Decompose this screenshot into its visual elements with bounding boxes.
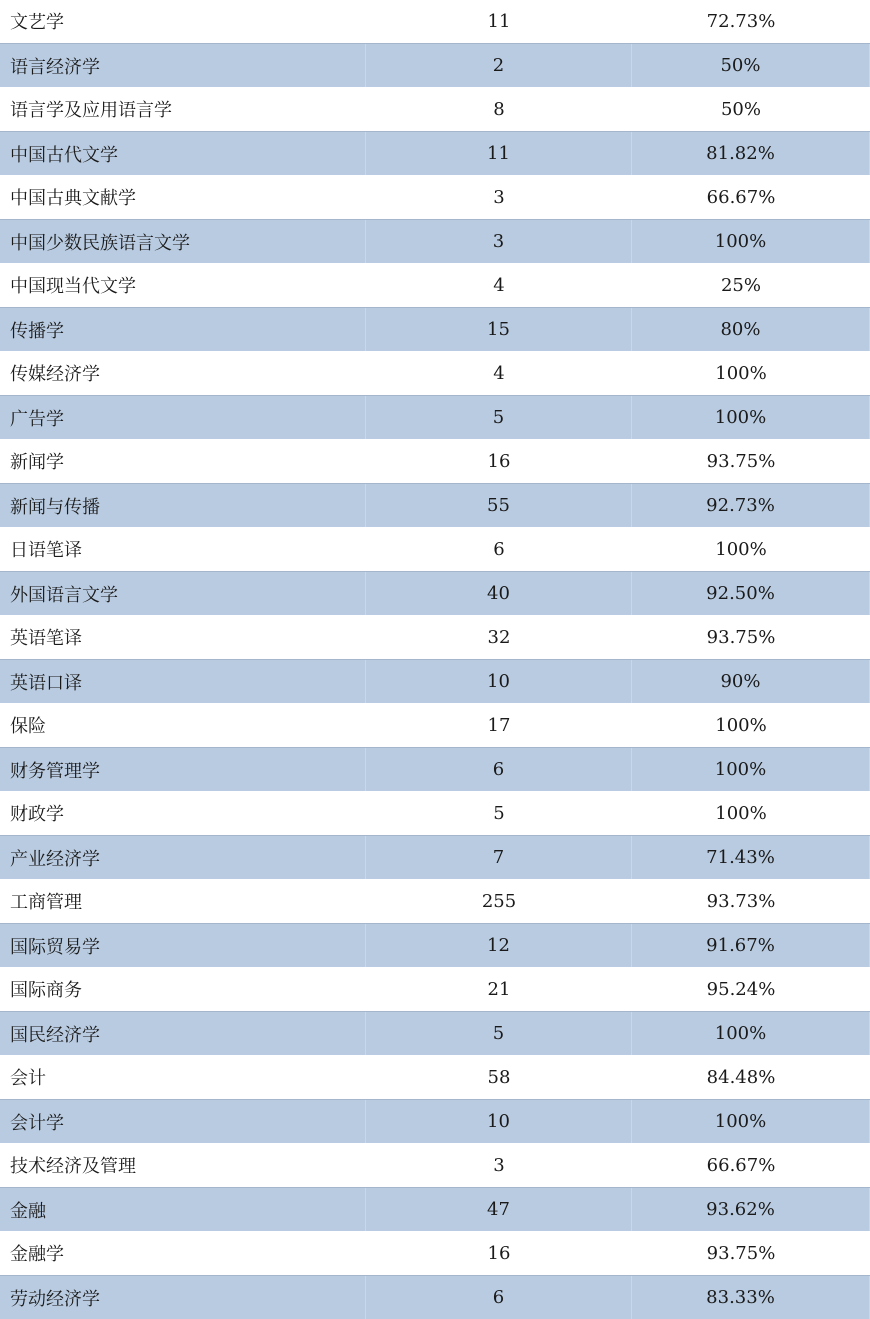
table-row (0, 835, 870, 879)
major-cell: 语言学及应用语言学 (10, 100, 172, 121)
table-row (0, 615, 870, 659)
table-row (0, 351, 870, 395)
rate-cell: 91.67% (632, 924, 870, 967)
table-row (0, 307, 870, 351)
major-cell: 财务管理学 (0, 748, 366, 791)
count-cell: 5 (493, 802, 505, 824)
rate-cell: 100% (715, 802, 767, 824)
count-cell: 17 (487, 714, 511, 736)
rate-cell: 83.33% (632, 1276, 870, 1319)
table-row (0, 791, 870, 835)
count-cell: 4 (493, 274, 505, 296)
table-row (0, 439, 870, 483)
count-cell: 12 (366, 924, 632, 967)
table-row (0, 703, 870, 747)
major-cell: 产业经济学 (0, 836, 366, 879)
table-row (0, 1055, 870, 1099)
major-cell: 中国古代文学 (0, 132, 366, 175)
major-cell: 英语口译 (0, 660, 366, 703)
count-cell: 3 (493, 1154, 505, 1176)
rate-cell: 50% (720, 98, 761, 120)
rate-cell: 95.24% (706, 978, 776, 1000)
rate-cell: 72.73% (706, 10, 776, 32)
rate-cell: 100% (715, 714, 767, 736)
major-cell: 国际贸易学 (0, 924, 366, 967)
major-cell: 国际商务 (10, 980, 82, 1001)
table-row (0, 1187, 870, 1231)
table-row (0, 219, 870, 263)
rate-cell: 80% (632, 308, 870, 351)
table-row (0, 571, 870, 615)
major-cell: 财政学 (10, 804, 64, 825)
major-cell: 国民经济学 (0, 1012, 366, 1055)
rate-cell: 25% (720, 274, 761, 296)
count-cell: 10 (366, 660, 632, 703)
rate-cell: 93.73% (706, 890, 776, 912)
rate-cell: 66.67% (706, 186, 776, 208)
table-row (0, 879, 870, 923)
count-cell: 7 (366, 836, 632, 879)
major-cell: 传播学 (0, 308, 366, 351)
table-row (0, 527, 870, 571)
table-row (0, 923, 870, 967)
count-cell: 4 (493, 362, 505, 384)
table-row (0, 483, 870, 527)
table-row (0, 1011, 870, 1055)
count-cell: 10 (366, 1100, 632, 1143)
rate-cell: 84.48% (706, 1066, 776, 1088)
table-row (0, 747, 870, 791)
count-cell: 6 (493, 538, 505, 560)
major-cell: 工商管理 (10, 892, 82, 913)
rate-cell: 100% (632, 220, 870, 263)
count-cell: 5 (366, 1012, 632, 1055)
major-cell: 中国古典文献学 (10, 188, 136, 209)
major-cell: 文艺学 (10, 12, 64, 33)
rate-cell: 100% (715, 362, 767, 384)
count-cell: 47 (366, 1188, 632, 1231)
table-row (0, 1099, 870, 1143)
rate-cell: 50% (632, 44, 870, 87)
table-row (0, 131, 870, 175)
rate-cell: 71.43% (632, 836, 870, 879)
rate-cell: 90% (632, 660, 870, 703)
major-cell: 新闻学 (10, 452, 64, 473)
rate-cell: 100% (632, 748, 870, 791)
rate-cell: 100% (632, 396, 870, 439)
table-row (0, 87, 870, 131)
count-cell: 5 (366, 396, 632, 439)
table-row (0, 263, 870, 307)
table-row (0, 43, 870, 87)
count-cell: 16 (487, 1242, 511, 1264)
count-cell: 40 (366, 572, 632, 615)
major-cell: 外国语言文学 (0, 572, 366, 615)
table-row (0, 659, 870, 703)
major-cell: 金融学 (10, 1244, 64, 1265)
rate-cell: 92.50% (632, 572, 870, 615)
count-cell: 3 (366, 220, 632, 263)
major-cell: 保险 (10, 716, 46, 737)
major-cell: 金融 (0, 1188, 366, 1231)
major-cell: 中国少数民族语言文学 (0, 220, 366, 263)
table-row (0, 1143, 870, 1187)
count-cell: 21 (487, 978, 511, 1000)
count-cell: 15 (366, 308, 632, 351)
table-row (0, 1275, 870, 1319)
table-row (0, 175, 870, 219)
rate-cell: 93.75% (706, 450, 776, 472)
major-cell: 英语笔译 (10, 628, 82, 649)
count-cell: 2 (366, 44, 632, 87)
major-cell: 新闻与传播 (0, 484, 366, 527)
major-cell: 语言经济学 (0, 44, 366, 87)
table-row (0, 1231, 870, 1275)
count-cell: 11 (366, 132, 632, 175)
rate-cell: 93.75% (706, 626, 776, 648)
major-cell: 技术经济及管理 (10, 1156, 136, 1177)
table-row (0, 0, 870, 43)
count-cell: 255 (481, 890, 517, 912)
count-cell: 55 (366, 484, 632, 527)
major-cell: 会计 (10, 1068, 46, 1089)
rate-cell: 100% (632, 1100, 870, 1143)
major-cell: 会计学 (0, 1100, 366, 1143)
major-cell: 劳动经济学 (0, 1276, 366, 1319)
major-cell: 中国现当代文学 (10, 276, 136, 297)
count-cell: 58 (487, 1066, 511, 1088)
table-row (0, 967, 870, 1011)
count-cell: 16 (487, 450, 511, 472)
table-row (0, 395, 870, 439)
rate-cell: 66.67% (706, 1154, 776, 1176)
rate-cell: 92.73% (632, 484, 870, 527)
count-cell: 6 (366, 748, 632, 791)
count-cell: 32 (487, 626, 511, 648)
count-cell: 11 (487, 10, 511, 32)
count-cell: 6 (366, 1276, 632, 1319)
rate-cell: 93.62% (632, 1188, 870, 1231)
rate-cell: 93.75% (706, 1242, 776, 1264)
major-cell: 广告学 (0, 396, 366, 439)
rate-cell: 100% (715, 538, 767, 560)
major-cell: 传媒经济学 (10, 364, 100, 385)
count-cell: 8 (493, 98, 505, 120)
major-cell: 日语笔译 (10, 540, 82, 561)
rate-cell: 81.82% (632, 132, 870, 175)
rate-cell: 100% (632, 1012, 870, 1055)
count-cell: 3 (493, 186, 505, 208)
